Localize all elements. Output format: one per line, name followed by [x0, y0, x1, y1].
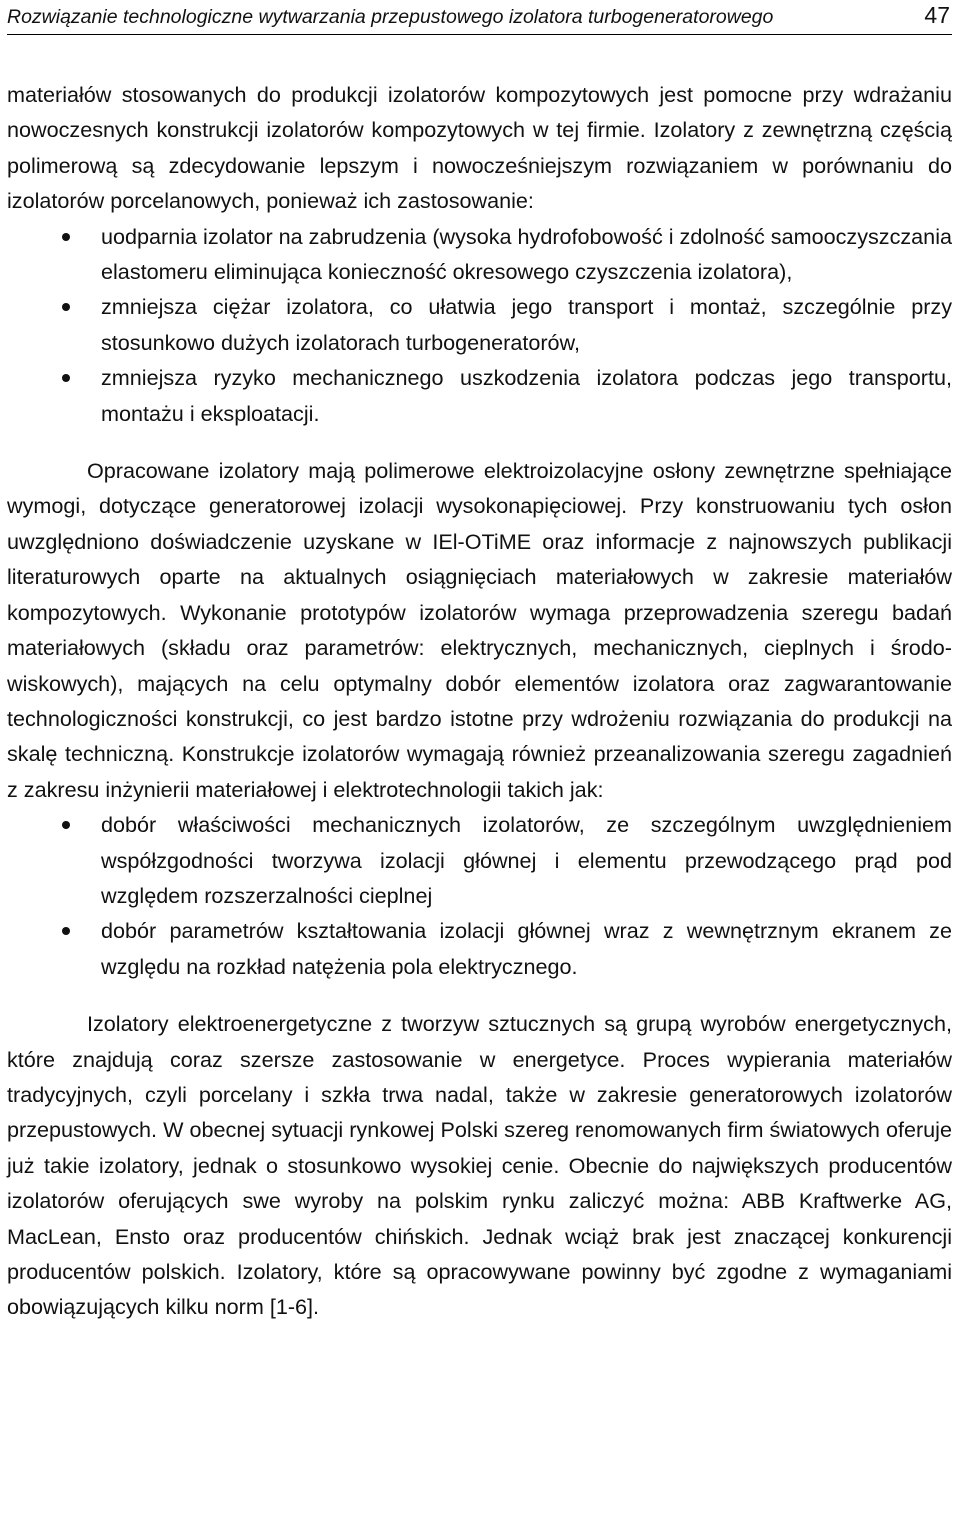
list-item-text: dobór parametrów kształtowania izolacji głównej wraz z wewnętrznym ekranem ze względu na rozkład natężenia pola elektrycznego.: [101, 918, 952, 979]
list-item: [7, 289, 952, 360]
bullet-icon: [62, 374, 70, 382]
paragraph-spacer: [7, 984, 952, 1006]
paragraph-2: Opracowane izolatory mają polimerowe elektroizolacyjne osłony zewnętrzne spełniające wymogi, dotyczące generatorowej izolacji wysokonapięciowej. Przy konstruowaniu tych osłon uwzględniono doświadczenie uzyskane w IEl-OTiME oraz informacje z najnowszych publikacji literaturowych oparte na aktualnych osiągnięciach materiałowych w zakresie materiałów kompozytowych. Wykonanie prototypów izolatorów wymaga przeprowadzenia szeregu badań materiałowych (składu oraz parametrów: elektrycznych, mechanicznych, cieplnych i środowiskowych), mających na celu optymalny dobór elementów izolatora oraz zagwarantowanie technologiczności konstrukcji, co jest bardzo istotne przy wdrożeniu rozwiązania do produkcji na skalę techniczną. Konstrukcje izolatorów wymagają również przeanalizowania szeregu zagadnień z zakresu inżynierii materiałowej i elektrotechnologii takich jak:: [7, 458, 952, 802]
bullet-list-2: [7, 807, 952, 984]
list-item-text: uodparnia izolator na zabrudzenia (wysoka hydrofobowość i zdolność samooczyszczania elastomeru eliminująca konieczność okresowego czyszczenia izolatora),: [101, 223, 953, 285]
paragraph-1: materiałów stosowanych do produkcji izolatorów kompozytowych jest pomocne przy wdrażaniu nowoczesnych konstrukcji izolatorów kompozytowych w tej firmie. Izolatory z zewnętrzną częścią polimerową są zdecydowanie lepszym i nowocześniejszym rozwiązaniem w porównaniu do izolatorów porcelanowych, ponieważ ich zastosowanie:: [7, 82, 952, 214]
running-header: [7, 0, 952, 35]
document-body: [7, 77, 952, 1325]
list-item: [7, 219, 952, 290]
bullet-icon: [62, 233, 70, 241]
list-item-text: zmniejsza ciężar izolatora, co ułatwia jego transport i montaż, szczególnie przy stosunkowo dużych izolatorach turbogeneratorów,: [101, 294, 952, 355]
bullet-icon: [62, 927, 70, 935]
list-item: [7, 360, 952, 431]
paragraph-spacer: [7, 431, 952, 453]
bullet-icon: [62, 821, 70, 829]
bullet-icon: [62, 303, 70, 311]
list-item-text: zmniejsza ryzyko mechanicznego uszkodzenia izolatora podczas jego transportu, montażu i eksploatacji.: [101, 365, 952, 426]
list-item-text: dobór właściwości mechanicznych izolatorów, ze szczególnym uwzględnieniem współzgodności tworzywa izolacji głównej i elementu przewodzącego prąd pod względem rozszerzalności cieplnej: [101, 812, 952, 908]
list-item: [7, 913, 952, 984]
page-number: 47: [924, 2, 950, 28]
paragraph-3: Izolatory elektroenergetyczne z tworzyw sztucznych są grupą wyrobów energetycznych, które znajdują coraz szersze zastosowanie w energetyce. Proces wypierania materiałów tradycyjnych, czyli porcelany i szkła trwa nadal, także w zakresie generatorowych izolatorów przepustowych. W obecnej sytuacji rynkowej Polski szereg renomowanych firm światowych oferuje już takie izolatory, jednak o stosunkowo wysokiej cenie. Obecnie do największych producentów izolatorów oferujących swe wyroby na polskim rynku zaliczyć można: ABB Kraftwerke AG, MacLean, Ensto oraz producentów chińskich. Jednak wciąż brak jest znaczącej konkurencji producentów polskich. Izolatory, które są opracowywane powinny być zgodne z wymaganiami obowiązujących kilku norm [1-6].: [7, 1011, 952, 1320]
bullet-list-1: [7, 219, 952, 431]
list-item: [7, 807, 952, 913]
running-title: Rozwiązanie technologiczne wytwarzania przepustowego izolatora turbogeneratorowego: [7, 6, 774, 28]
